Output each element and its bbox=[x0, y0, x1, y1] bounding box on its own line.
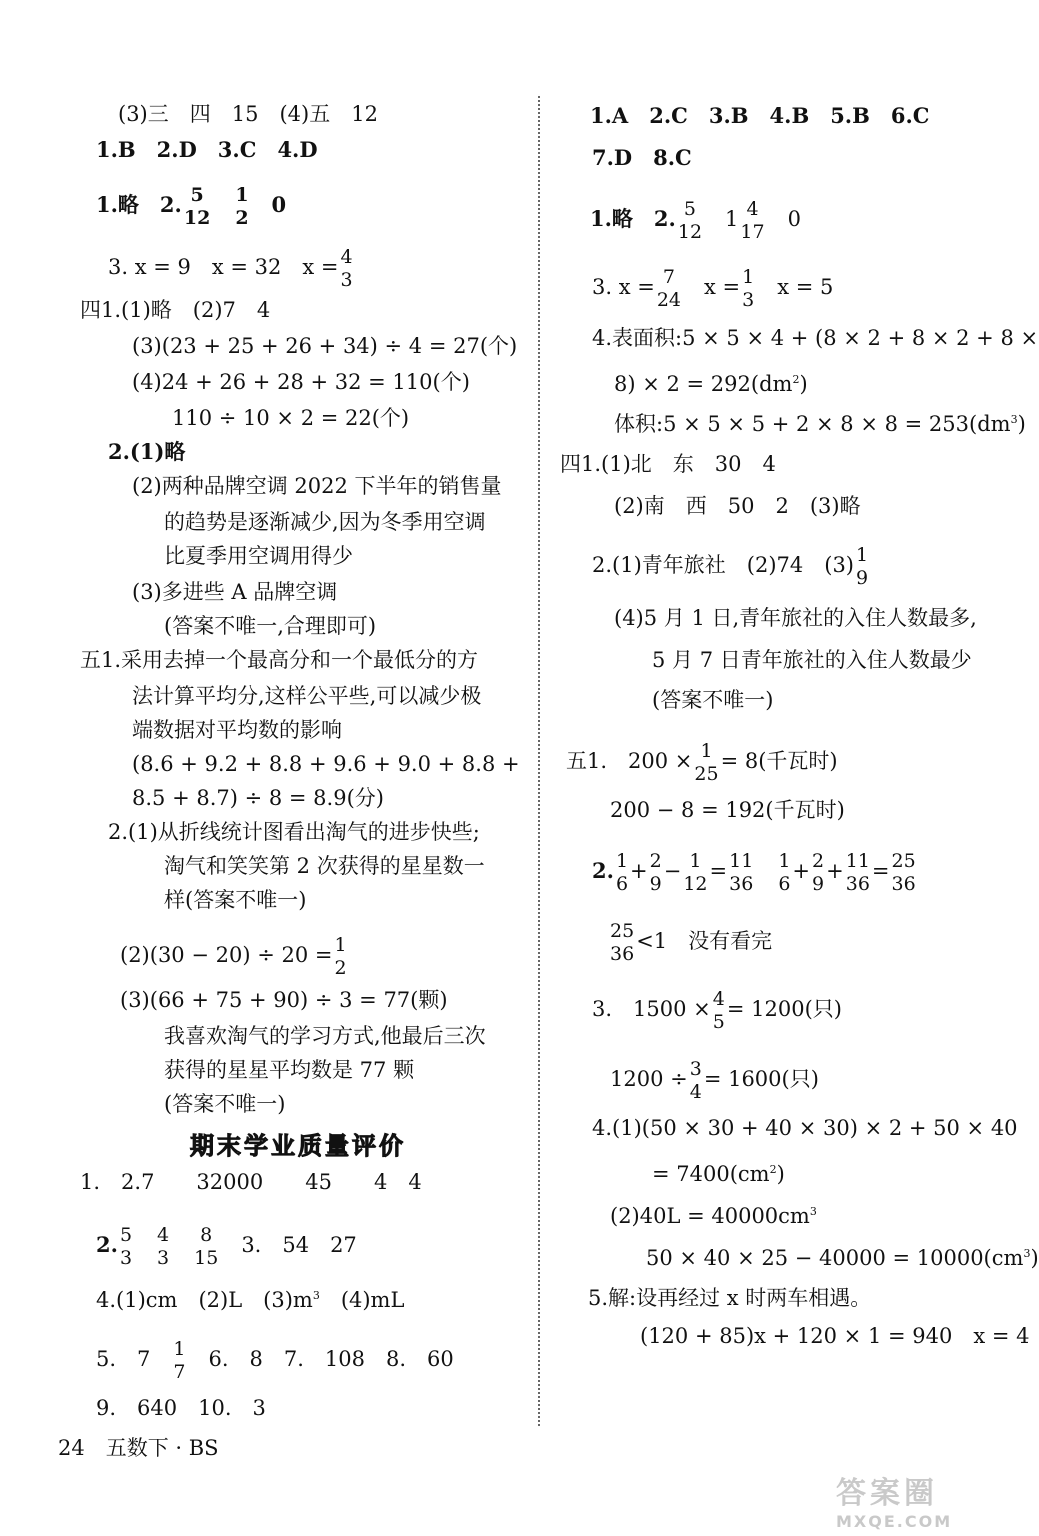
right-line: 1.略 2. 5 12 1 4 17 0 bbox=[590, 198, 801, 243]
right-text: x = bbox=[704, 275, 741, 299]
left-line: (3)三 四 15 (4)五 12 bbox=[118, 102, 378, 126]
right-line: $(2)40L = 40000cm^3$ bbox=[610, 1204, 817, 1228]
right-line: (答案不唯一) bbox=[652, 688, 774, 712]
fraction: 1 2 bbox=[334, 934, 347, 979]
fraction: 5 3 bbox=[119, 1224, 133, 1269]
left-text: 4.(1)cm (2)L (3)m bbox=[96, 1288, 313, 1312]
page-footer: 24 五数下 · BS bbox=[58, 1436, 219, 1460]
right-line bbox=[610, 1058, 819, 1103]
fraction: 1 6 bbox=[778, 850, 791, 895]
right-text: 2. bbox=[592, 858, 614, 883]
fraction: 1 7 bbox=[173, 1338, 186, 1383]
right-line: (4)5 月 1 日,青年旅社的入住人数最多, bbox=[614, 606, 977, 630]
fraction: 11 36 bbox=[729, 850, 754, 895]
left-line: 法计算平均分,这样公平些,可以减少极 bbox=[132, 684, 482, 708]
right-line bbox=[560, 450, 776, 478]
left-line: 9. 640 10. 3 bbox=[96, 1396, 266, 1420]
right-line: 200 − 8 = 192(千瓦时) bbox=[610, 798, 845, 822]
left-text: 5. 7 bbox=[96, 1347, 151, 1371]
fraction: 11 36 bbox=[845, 850, 870, 895]
left-line: (8.6 + 9.2 + 8.8 + 9.6 + 9.0 + 8.8 + bbox=[132, 752, 520, 776]
right-text: = 7400(cm bbox=[652, 1162, 770, 1186]
right-line: 2. 1 6 + 2 9 − 1 12 = 11 36 1 6 + 2 9 + 11 36 = 25 36 bbox=[592, 850, 916, 895]
fraction: 4 3 bbox=[340, 246, 353, 291]
fraction: 4 17 bbox=[740, 198, 765, 243]
right-line: 1.A 2.C 3.B 4.B 5.B 6.C bbox=[590, 103, 930, 128]
right-line: (120 + 85)x + 120 × 1 = 940 x = 4 bbox=[640, 1324, 1030, 1348]
watermark-logo: 答案圈 bbox=[836, 1476, 938, 1511]
right-line bbox=[566, 740, 838, 785]
right-text: = 8(千瓦时) bbox=[720, 749, 838, 773]
left-line: 我喜欢淘气的学习方式,他最后三次 bbox=[164, 1024, 486, 1048]
fraction: 1 9 bbox=[856, 544, 869, 589]
right-text: (2)40L = 40000cm bbox=[610, 1204, 810, 1228]
right-text: 3. 1500 × bbox=[592, 997, 711, 1021]
left-text: 1.略 2. bbox=[96, 192, 182, 217]
left-line: (3)(23 + 25 + 26 + 34) ÷ 4 = 27(个) bbox=[132, 334, 518, 358]
right-line: = $7400(cm^2)$ bbox=[652, 1162, 785, 1186]
right-line: 7.D 8.C bbox=[592, 145, 692, 170]
left-line: 2.(1)从折线统计图看出淘气的进步快些; bbox=[108, 820, 480, 844]
fraction: 25 36 bbox=[610, 920, 635, 965]
right-line: (2)南 西 50 2 (3)略 bbox=[614, 494, 861, 518]
left-line: 4.(1)cm (2)L $(3)m^3$ (4)mL bbox=[96, 1288, 405, 1312]
column-divider bbox=[538, 96, 540, 1426]
left-text: 1.(1)略 (2)7 4 bbox=[101, 298, 271, 322]
left-text: 1.采用去掉一个最高分和一个最低分的方 bbox=[101, 648, 479, 672]
section-title: 期末学业质量评价 bbox=[190, 1132, 406, 1160]
left-line: (3)多进些 A 品牌空调 bbox=[132, 580, 338, 604]
fraction: 1 2 bbox=[235, 184, 249, 229]
left-line: (答案不唯一,合理即可) bbox=[164, 614, 377, 638]
left-line: 1. 2.7 32000 45 4 4 bbox=[80, 1170, 422, 1194]
left-text: 3. 54 27 bbox=[241, 1233, 357, 1257]
left-line: (答案不唯一) bbox=[164, 1092, 286, 1116]
left-line bbox=[96, 1224, 357, 1269]
right-text: 1.略 2. bbox=[590, 206, 676, 231]
fraction: 1 6 bbox=[615, 850, 629, 895]
right-line bbox=[592, 988, 842, 1033]
left-line bbox=[108, 246, 355, 291]
left-line: 1.略 2. 5 12 1 2 0 bbox=[96, 184, 287, 229]
left-line: 110 ÷ 10 × 2 = 22(个) bbox=[172, 406, 410, 430]
right-text: 2.(1)青年旅社 (2)74 (3) bbox=[592, 553, 854, 577]
watermark bbox=[836, 1468, 1012, 1532]
left-text: 6. 8 7. 108 8. 60 bbox=[208, 1347, 454, 1371]
section-wu: 五 bbox=[80, 648, 101, 672]
right-text: 1.(1)北 东 30 4 bbox=[581, 452, 776, 476]
right-line: 4.(1)(50 × 30 + 40 × 30) × 2 + 50 × 40 bbox=[592, 1116, 1018, 1140]
left-text: (4)mL bbox=[340, 1288, 405, 1312]
left-line: (3)(66 + 75 + 90) ÷ 3 = 77(颗) bbox=[120, 988, 448, 1012]
left-line bbox=[80, 646, 478, 674]
right-line: $8) \times 2 = 292(dm^2)$ bbox=[614, 372, 808, 396]
left-line: 淘气和笑笑第 2 次获得的星星数一 bbox=[164, 854, 485, 878]
right-line: 4.表面积:5 × 5 × 4 + (8 × 2 + 8 × 2 + 8 × bbox=[592, 326, 1039, 350]
left-line bbox=[120, 934, 349, 979]
fraction: 3 4 bbox=[689, 1058, 702, 1103]
fraction: 8 15 bbox=[194, 1224, 219, 1269]
left-text: 3. x = 9 x = 32 x = bbox=[108, 255, 339, 279]
right-line bbox=[592, 266, 833, 311]
left-line: 比夏季用空调用得少 bbox=[164, 544, 353, 568]
fraction: 2 9 bbox=[812, 850, 825, 895]
right-line: 体积:5 × $5 \times 5 + 2 \times 8 \times 8 = 253(dm^3)$ bbox=[614, 412, 1026, 436]
left-line: 样(答案不唯一) bbox=[164, 888, 307, 912]
right-line: 5 月 7 日青年旅社的入住人数最少 bbox=[652, 648, 972, 672]
left-line: 获得的星星平均数是 77 颗 bbox=[164, 1058, 415, 1082]
right-text: 50 × 40 × 25 − 40000 = 10000(cm bbox=[646, 1246, 1024, 1270]
fraction: 1 25 bbox=[694, 740, 719, 785]
watermark-url: MXQE.COM bbox=[836, 1512, 953, 1531]
right-line bbox=[592, 544, 870, 589]
section-si: 四 bbox=[560, 452, 581, 476]
fraction: 1 12 bbox=[683, 850, 708, 895]
left-line: (4)24 + 26 + 28 + 32 = 110(个) bbox=[132, 370, 470, 394]
fraction: 4 3 bbox=[157, 1224, 170, 1269]
fraction: 25 36 bbox=[891, 850, 916, 895]
left-text: (2)(30 − 20) ÷ 20 = bbox=[120, 943, 333, 967]
right-text: <1 没有看完 bbox=[636, 929, 773, 953]
left-line: 8.5 + 8.7) ÷ 8 = 8.9(分) bbox=[132, 786, 384, 810]
left-line: 端数据对平均数的影响 bbox=[132, 718, 342, 742]
right-text: 1200 ÷ bbox=[610, 1067, 688, 1091]
fraction: 5 12 bbox=[183, 184, 211, 229]
left-text: 2. bbox=[96, 1232, 118, 1257]
section-si: 四 bbox=[80, 298, 101, 322]
right-line: 5.解:设再经过 x 时两车相遇。 bbox=[588, 1286, 872, 1310]
fraction: 4 5 bbox=[712, 988, 725, 1033]
section-wu: 五 bbox=[566, 749, 587, 773]
fraction: 2 9 bbox=[649, 850, 662, 895]
right-text: 0 bbox=[787, 207, 801, 231]
right-text: 体积:5 × 5 × 5 + 2 × 8 × 8 = 253(dm bbox=[614, 412, 1011, 436]
right-text: = 1200(只) bbox=[726, 997, 842, 1021]
left-line bbox=[80, 296, 270, 324]
fraction: 5 12 bbox=[677, 198, 703, 243]
left-line: (2)两种品牌空调 2022 下半年的销售量 bbox=[132, 474, 502, 498]
right-line bbox=[608, 920, 772, 965]
right-text: x = 5 bbox=[777, 275, 834, 299]
right-text: = 1600(只) bbox=[703, 1067, 819, 1091]
left-line: 的趋势是逐渐减少,因为冬季用空调 bbox=[164, 510, 486, 534]
fraction: 1 3 bbox=[742, 266, 755, 311]
fraction: 7 24 bbox=[656, 266, 682, 311]
right-line: $50 \times 40 \times 25 - 40000 = 10000(cm^3)$ bbox=[646, 1246, 1039, 1270]
right-text: 8) × 2 = 292(dm bbox=[614, 372, 793, 396]
right-text: 3. x = bbox=[592, 275, 655, 299]
right-text: 1. 200 × bbox=[587, 749, 693, 773]
left-line: 2.(1)略 bbox=[108, 439, 186, 464]
left-line bbox=[96, 1338, 454, 1383]
left-line: 1.B 2.D 3.C 4.D bbox=[96, 137, 318, 162]
